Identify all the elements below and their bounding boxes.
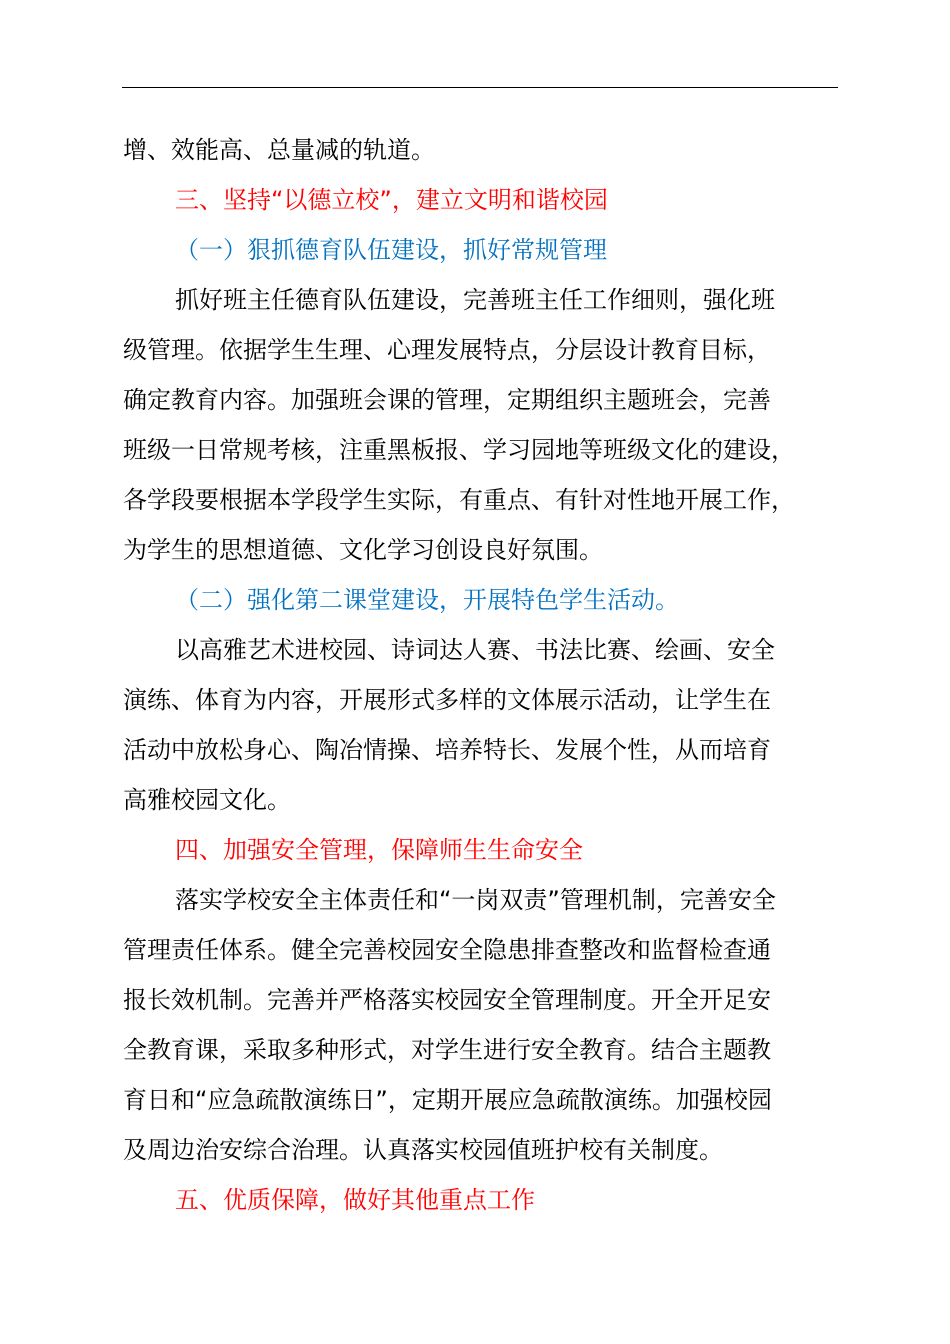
paragraph-line: 活动中放松身心、陶冶情操、培养特长、发展个性，从而培育 xyxy=(123,736,771,764)
paragraph-line: 全教育课，采取多种形式，对学生进行安全教育。结合主题教 xyxy=(123,1036,771,1064)
header-rule xyxy=(122,87,838,88)
paragraph-line: 确定教育内容。加强班会课的管理，定期组织主题班会，完善 xyxy=(123,386,771,414)
paragraph-line: 抓好班主任德育队伍建设，完善班主任工作细则，强化班 xyxy=(175,286,775,314)
paragraph-line: 报长效机制。完善并严格落实校园安全管理制度。开全开足安 xyxy=(123,986,771,1014)
paragraph-line: 为学生的思想道德、文化学习创设良好氛围。 xyxy=(123,536,603,564)
section-heading-5: 五、优质保障，做好其他重点工作 xyxy=(175,1186,535,1214)
subsection-heading-3-2: （二）强化第二课堂建设，开展特色学生活动。 xyxy=(175,586,679,614)
body-line: 增、效能高、总量减的轨道。 xyxy=(123,136,435,164)
paragraph-line: 育日和“应急疏散演练日”，定期开展应急疏散演练。加强校园 xyxy=(123,1086,772,1114)
paragraph-line: 及周边治安综合治理。认真落实校园值班护校有关制度。 xyxy=(123,1136,723,1164)
paragraph-line: 以高雅艺术进校园、诗词达人赛、书法比赛、绘画、安全 xyxy=(175,636,775,664)
subsection-heading-3-1: （一）狠抓德育队伍建设，抓好常规管理 xyxy=(175,236,607,264)
paragraph-line: 落实学校安全主体责任和“一岗双责”管理机制，完善安全 xyxy=(175,886,776,914)
paragraph-line: 级管理。依据学生生理、心理发展特点，分层设计教育目标， xyxy=(123,336,771,364)
section-heading-4: 四、加强安全管理，保障师生生命安全 xyxy=(175,836,583,864)
paragraph-line: 管理责任体系。健全完善校园安全隐患排查整改和监督检查通 xyxy=(123,936,771,964)
paragraph-line: 各学段要根据本学段学生实际，有重点、有针对性地开展工作， xyxy=(123,486,795,514)
section-heading-3: 三、坚持“以德立校”，建立文明和谐校园 xyxy=(175,186,608,214)
document-body xyxy=(123,125,839,1225)
paragraph-line: 班级一日常规考核，注重黑板报、学习园地等班级文化的建设， xyxy=(123,436,795,464)
paragraph-line: 高雅校园文化。 xyxy=(123,786,291,814)
paragraph-line: 演练、体育为内容，开展形式多样的文体展示活动，让学生在 xyxy=(123,686,771,714)
